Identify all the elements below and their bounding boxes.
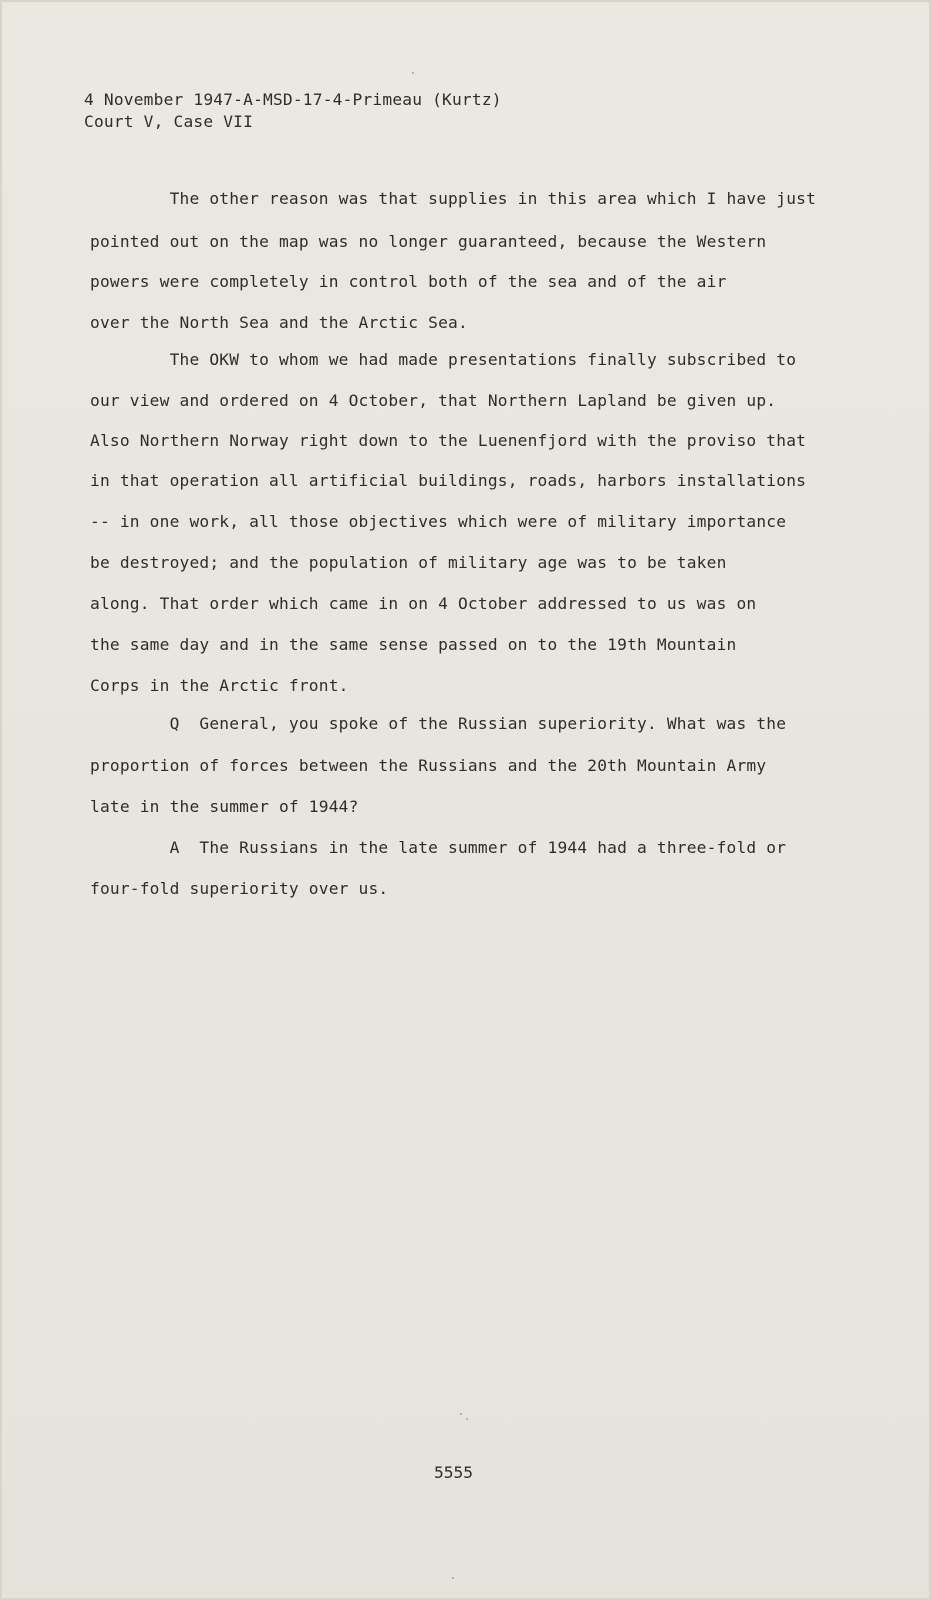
- body-line: in that operation all artificial buildings, roads, harbors installations: [90, 471, 807, 490]
- paper-speck: [412, 72, 414, 74]
- body-line: along. That order which came in on 4 October addressed to us was on: [90, 594, 757, 613]
- paper-speck: [460, 1413, 462, 1415]
- paper-speck: [466, 1418, 468, 1420]
- body-line: over the North Sea and the Arctic Sea.: [90, 313, 468, 332]
- body-line: A The Russians in the late summer of 1944 had a three-fold or: [90, 838, 787, 857]
- body-line: Q General, you spoke of the Russian superiority. What was the: [90, 714, 787, 733]
- body-line: proportion of forces between the Russians and the 20th Mountain Army: [90, 756, 767, 775]
- body-line: be destroyed; and the population of military age was to be taken: [90, 553, 727, 572]
- document-header-date-reference: 4 November 1947-A-MSD-17-4-Primeau (Kurtz): [84, 90, 502, 109]
- body-line: pointed out on the map was no longer guaranteed, because the Western: [90, 232, 767, 251]
- body-line: The OKW to whom we had made presentations finally subscribed to: [90, 350, 797, 369]
- body-line: Corps in the Arctic front.: [90, 676, 349, 695]
- paper-speck: [452, 1577, 454, 1579]
- body-line: powers were completely in control both of the sea and of the air: [90, 272, 727, 291]
- body-line: our view and ordered on 4 October, that Northern Lapland be given up.: [90, 391, 777, 410]
- document-header-court-case: Court V, Case VII: [84, 112, 254, 131]
- page-number: 5555: [434, 1463, 473, 1482]
- body-line: -- in one work, all those objectives which were of military importance: [90, 512, 787, 531]
- body-line: four-fold superiority over us.: [90, 879, 389, 898]
- body-line: the same day and in the same sense passed on to the 19th Mountain: [90, 635, 737, 654]
- body-line: Also Northern Norway right down to the Luenenfjord with the proviso that: [90, 431, 807, 450]
- body-line: The other reason was that supplies in this area which I have just: [90, 189, 817, 208]
- body-line: late in the summer of 1944?: [90, 797, 359, 816]
